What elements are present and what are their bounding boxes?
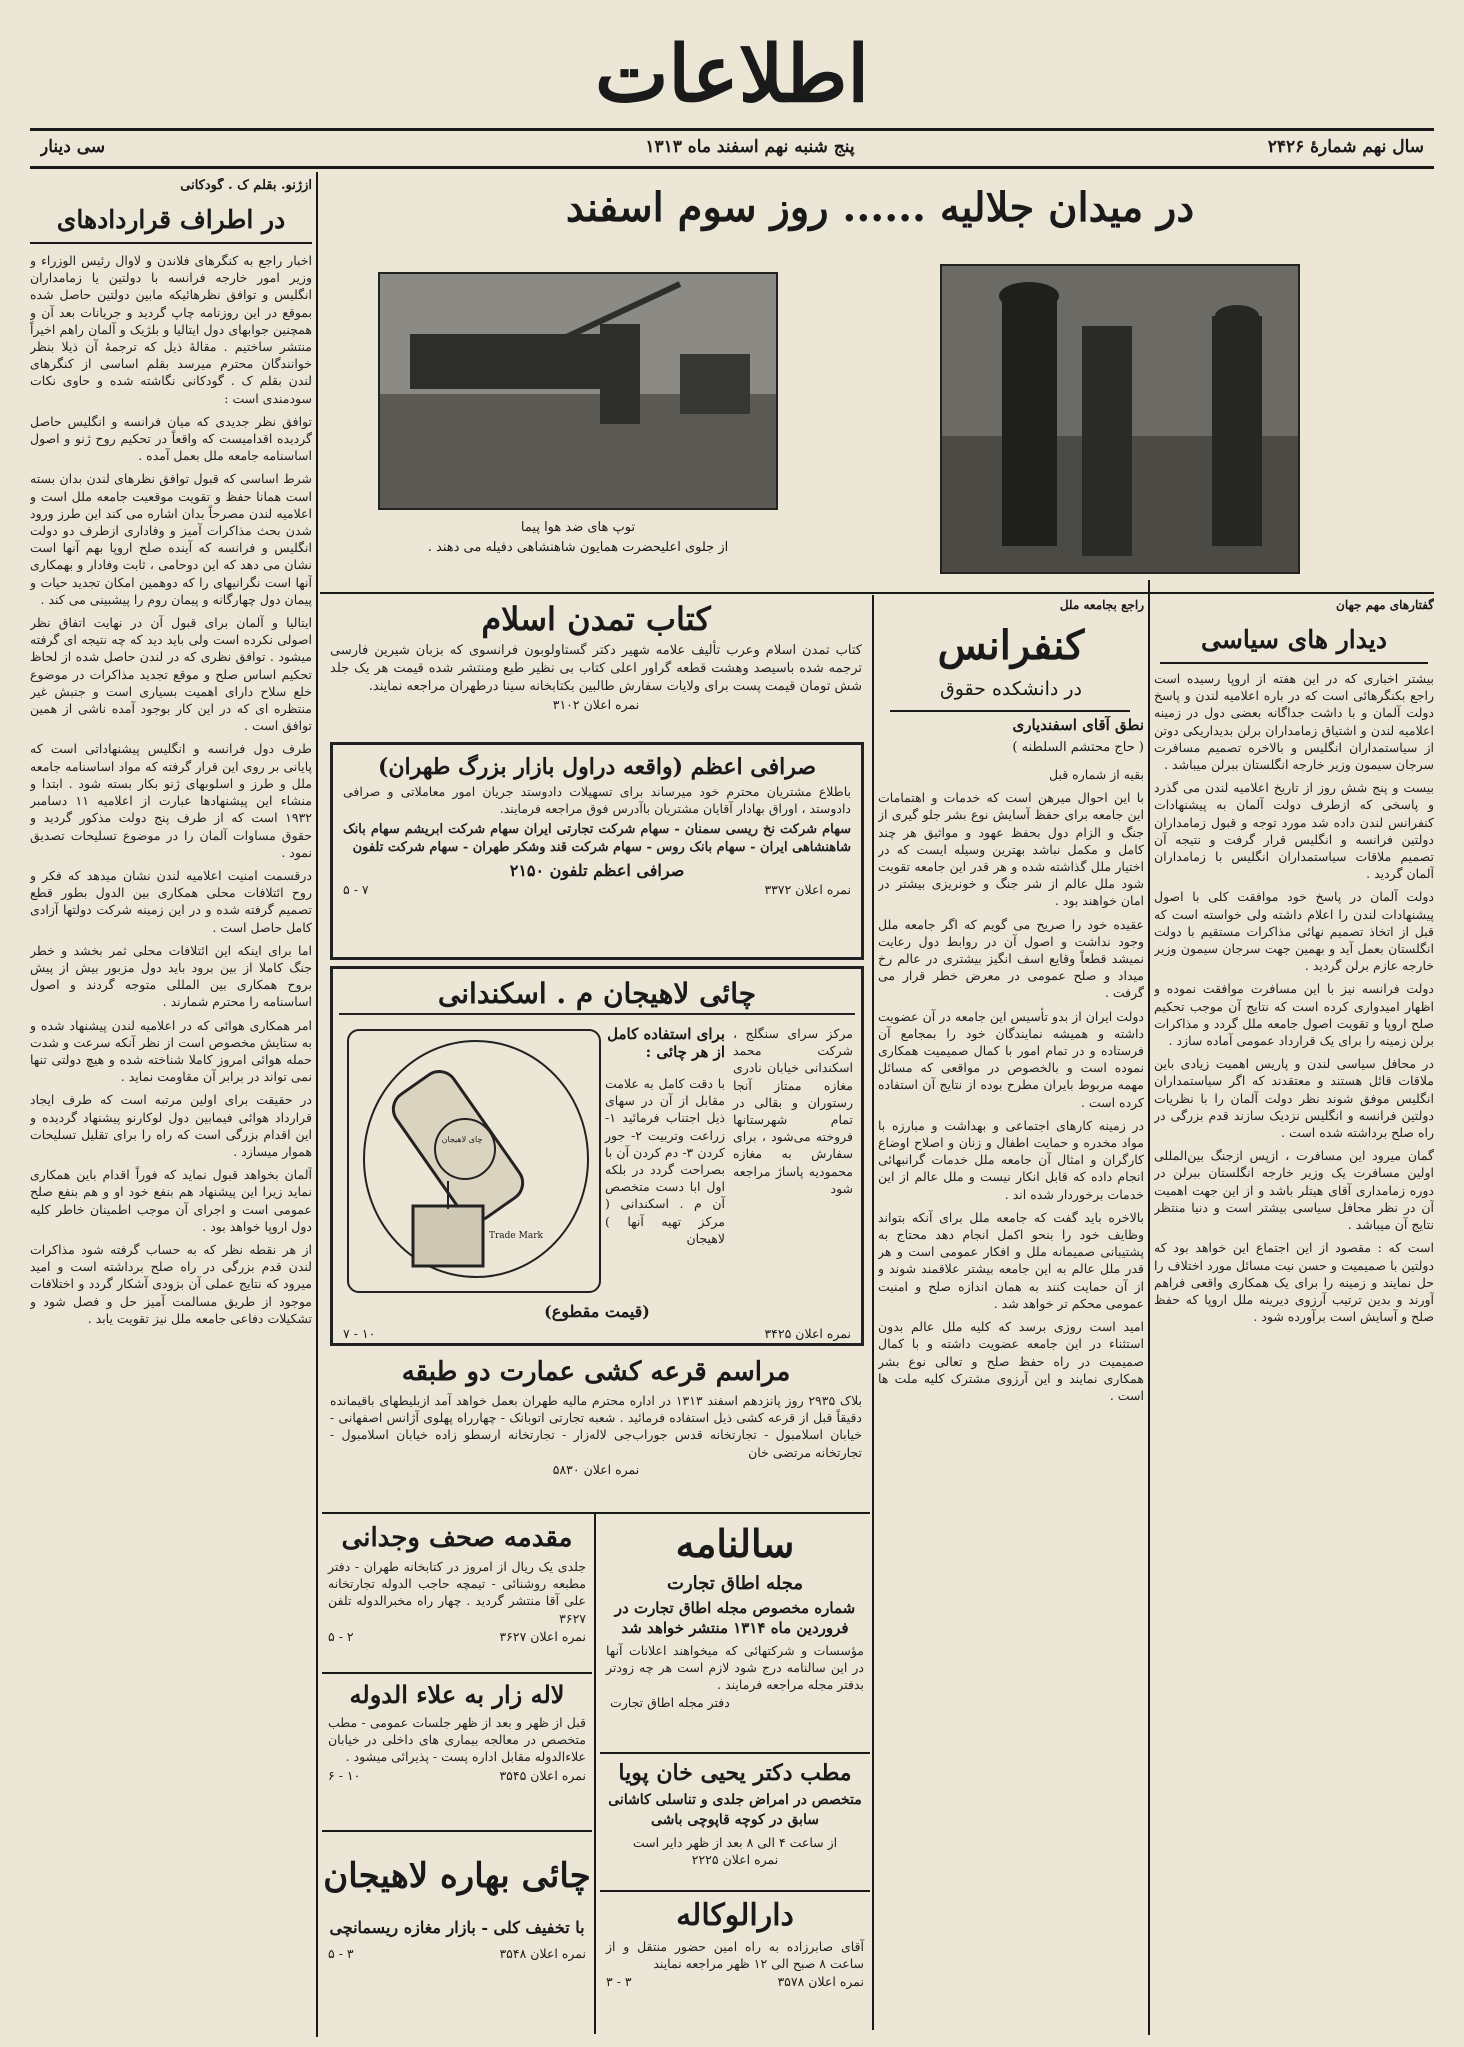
political-paragraph: در محافل سیاسی لندن و پاریس اهمیت زیادی باین ملاقات قائل هستند و معتقدند که اگر سیاستمداران انگلیس موفق شوند نظر دولت آلمان را با نظریات دولتین فرانسه و انگلیس نزدیک سازند قدم بزرگی در راه صلح برداشته شده است . [1154,1056,1434,1141]
tea-bottle-icon [353,1031,599,1287]
dar-al-vekaleh-title: دارالوکاله [676,1898,794,1933]
left-article-title: در اطراف قراردادهای [56,205,286,234]
masthead-rule-top [30,128,1434,131]
lalehzar-text: قبل از ظهر و بعد از ظهر جلسات عمومی - مطب متخصص در معالجه بیماری های داخلی در خیابان علاءالدوله مقابل اداره پست - پذیرائی میشود . [328,1715,586,1765]
newspaper-title: اطلاعات [594,29,870,120]
masthead-rule-bottom [30,166,1434,169]
lalehzar-title: لاله زار به علاء الدوله [349,1680,565,1709]
exchange-ad-text: باطلاع مشتریان محترم خود میرساند برای تسهیلات دادوستد جریان امور معاملاتی و صرافی دادوستد ، اوراق بهادار آقایان مشتریان باآدرس فوق مراجعه فرمایند. [343,784,851,816]
conference-paragraph: بقیه از شماره قبل [1048,767,1144,782]
political-paragraph: دولت آلمان در پاسخ خود موافقت کلی با اصول پیشنهادات لندن را اعلام داشته ولی خواسته است که قبل از اتخاذ تصمیم نهائی مذاکرات مستقیم با دولت انگلستان بعمل آید و بهمین جهت سرجان سیمون وزیر خارجه عازم برلن گردید . [1154,889,1434,974]
left-paragraph: طرف دول فرانسه و انگلیس پیشنهاداتی است که پایانی بر روی این قرار گرفته که مواد اساسنامه جامعه ملل و طرز و اسلوبهای ژنو بکار بسته شود . ابتدا و منشاء این پیشنهادها عبارت از اعلامیه ۱۱ دسامبر ۱۹۳۲ است که از طرف پنج دولت مذکور گردید و حقوق مساوات آلمان را در موضوع تسلیحات تصدیق نمود . [30,741,312,860]
photo-right [940,264,1300,574]
photo-caption-2: از جلوی اعلیحضرت همایون شاهنشاهی دفیله می دهند . [427,540,729,555]
exchange-ad-series: ۷ - ۵ [343,882,369,897]
left-paragraph: امر همکاری هوائی که در اعلامیه لندن پیشنهاد شده و به ستایش مخصوص است از نظر آنکه سرعت و شدت حمله هوائی امروز کاملا شناخته شده و هیچ دولتی تنها نمی تواند در برابر آن مقاومت نماید . [30,1017,312,1085]
conference-honorific: ( حاج محتشم السلطنه ) [1012,740,1144,755]
muqaddameh-number: نمره اعلان ۳۶۲۷ [499,1628,586,1644]
doctor-rule [600,1890,870,1892]
tea-ad-heading: برای استفاده کامل از هر چائی : [607,1025,725,1061]
lower-ads-rule [594,1514,596,2034]
tea-ad-number: نمره اعلان ۳۴۲۵ [764,1326,851,1341]
tea-ad-price: (قیمت مقطوع) [544,1302,650,1321]
doctor-sub: متخصص در امراض جلدی و تناسلی کاشانی سابق در کوچه قاپوچی باشی [608,1792,862,1828]
conference-subtitle: در دانشکده حقوق [939,678,1083,700]
issue-date: پنج شنبه نهم اسفند ماه ۱۳۱۳ [645,137,855,157]
exchange-ad-shares: سهام شرکت نخ ریسی سمنان - سهام شرکت تجارتی ایران سهام شرکت ابریشم سهام بانک شاهنشاهی ایران - سهام بانک روس - سهام شرکت قند وشکر طهران - سهام شرکت تلفون [343,822,851,855]
conference-paragraph: عقیده خود را صریح می گویم که اگر جامعه ملل وجود نداشت و اصول آن در روابط دول رعایت نمیشد قطعاً وقایع اسف انگیز بیشتری در عالم رخ میداد و صلح عمومی در معرض خطر قرار می گرفت . [878,916,1144,1001]
tea-bahareh-number: نمره اعلان ۳۵۴۸ [499,1946,586,1961]
muqaddameh-rule [322,1672,592,1674]
left-paragraph: اما برای اینکه این ائتلافات محلی ثمر بخشد و خطر جنگ کاملا از بین برود باید دول مزبور بیش از پیش بروح همکاری بین المللی متوجه گردند و اصول اساسنامه را محترم شمارند . [30,942,312,1010]
lalehzar-rule [322,1830,592,1832]
salnameh-ad [600,1518,870,1748]
photo-left-image [380,274,776,508]
conference-speaker: نطق آقای اسفندیاری [1012,716,1144,734]
political-title: دیدار های سیاسی [1201,625,1387,654]
left-article-body [30,252,312,2032]
political-body [1154,670,1434,2030]
dar-al-vekaleh-series: ۳ - ۳ [606,1974,632,1990]
lalehzar-series: ۱۰ - ۶ [328,1767,361,1783]
dar-al-vekaleh-ad [600,1894,870,2034]
issue-number: سال نهم شمارهٔ ۲۴۲۶ [1267,137,1424,157]
lottery-title: مراسم قرعه کشی عمارت دو طبقه [401,1357,791,1387]
conference-paragraph: در زمینه کارهای اجتماعی و بهداشت و مبارزه با مواد مخدره و حمایت اطفال و زنان و اصلاح اوضاع کارگران و امثال آن جامعه ملل خدمات گرانبهائی انجام داده که قابل انکار نیست و ملل عالم از این خدمات برخوردار شده اند . [878,1117,1144,1202]
doctor-title: مطب دکتر یحیی خان پویا [618,1760,852,1786]
political-paragraph: بیست و پنج شش روز از تاریخ اعلامیه لندن می گذرد و پاسخی که ازطرف دولت آلمان به پیشنهادات کنفرانس لندن داده شد مورد توجه و قبول زمامداران دولتین فرانسه و انگلیس قرار گرفت و نتیجه آن تصمیم ملاقات سیاستمداران انگلیس با زمامداران آلمان گردید . [1154,780,1434,882]
exchange-ad-number: نمره اعلان ۳۳۷۲ [764,882,851,897]
political-label: گفتارهای مهم جهان [1336,598,1434,612]
conference-paragraph: دولت ایران از بدو تأسیس این جامعه در آن عضویت داشته و همیشه نمایندگان خود را بمجامع آن فرستاده و در تمام امور با کمال صمیمیت همکاری نموده است و بالخصوص در مواقعی که مسائل مهمه مربوط بایران مطرح بوده از نتایج آن استفاده کرده است . [878,1008,1144,1110]
left-paragraph: در حقیقت برای اولین مرتبه است که طرف ایجاد قرارداد هوائی فیمابین دول لوکارنو پیشنهاد گردیده و این اقدام بزرگی است که راه را برای تقلیل تسلیحات هموار میسازد . [30,1092,312,1159]
salnameh-subtitle: مجله اطاق تجارت [667,1573,803,1594]
column-rule-right [1148,580,1150,2035]
left-paragraph: آلمان بخواهد قبول نماید که فوراً اقدام باین همکاری نماید زیرا این پیشنهاد هم بنفع خود او و هم بنفع صلح عمومی است و اجرای آن موجب اطمینان خاطر کلیه دول اروپا خواهد بود . [30,1167,312,1234]
book-ad-title: کتاب تمدن اسلام [481,600,711,638]
issue-price: سی دینار [40,137,106,157]
exchange-ad-footer: صرافی اعظم تلفون ۲۱۵۰ [509,861,685,880]
book-ad-text: کتاب تمدن اسلام وعرب تألیف علامه شهیر دکتر گستاولوبون فرانسوی که بزبان شیرین فارسی ترجمه شده باسیصد وهشت قطعه گراور اعلی کتاب بی نظیر طبع ومنتشر شده قیمت هر یک جلد شش تومان قیمت پست برای ولایات سفارش طالبین بکتابخانه سینا درطهران مراجعه نمایند. [330,643,862,694]
tea-bahareh-sub: با تخفیف کلی - بازار مغازه ریسمانچی [329,1918,585,1937]
doctor-number: نمره اعلان ۲۲۲۵ [691,1852,779,1867]
political-paragraph: گمان میرود این مسافرت ، ازپس ازجنگ بین‌المللی اولین مسافرت یک وزیر خارجه انگلستان ببرلن در دوره زمامداری آقای هیتلر باشد و از این جهت اهمیت آن در نظر محافل سیاسی بیشتر است و دنیا منتظر نتایج آن میباشد . [1154,1148,1434,1233]
muqaddameh-title: مقدمه صحف وجدانی [341,1523,573,1553]
left-paragraph: اخبار راجع به کنگرهای فلاندن و لاوال رئیس الوزراء و وزیر امور خارجه فرانسه با دولتین یا زمامداران انگلیس و توافق نظرهائیکه مابین دولتین حاصل شده بموقع در این روزنامه چاپ گردید و جریانات بعد آن و همچنین جوابهای دول ایتالیا و بلژیک و آلمان راهم اخیراً منتشر ساختیم . مقالهٔ ذیل که ترجمهٔ آن ذیلا بنظر خوانندگان محترم میرسد بقلم اساسی از کنگرهای لندن بقلم ک . گودکانی نگاشته شده و حاوی نکات سودمندی است : [30,253,312,406]
photo-right-image [942,266,1298,572]
conference-paragraph: امید است روزی برسد که کلیه ملل عالم بدون استثناء در این جامعه عضویت داشته و با کمال صمیمیت در راه حفظ صلح و تعالی نوع بشر همکاری نمایند و این آرزوی مشترک کلیه ملت ها است . [878,1319,1144,1403]
doctor-ad [600,1756,870,1886]
column-rule-left [316,172,318,2037]
tea-ad [330,966,864,1346]
left-byline: ازژنو. بقلم ک . گودکانی [180,178,312,193]
conference-rule [890,710,1130,712]
salnameh-title: سالنامه [675,1521,795,1566]
photo-caption-1: توپ های ضد هوا پیما [520,520,636,535]
left-title-rule [30,242,312,244]
dar-al-vekaleh-number: نمره اعلان ۳۵۷۸ [777,1974,864,1990]
tea-bahareh-ad [322,1836,592,2032]
lottery-text: بلاک ۲۹۳۵ روز پانزدهم اسفند ۱۳۱۳ در اداره محترم مالیه طهران بعمل خواهد آمد ازبلیطهای باقیمانده دقیقاً قبل از قرعه کشی ذیل استفاده فرمائید . شعبه تجارتی اتوبانک - چهارراه پهلوی آژانس اصفهانی - خیابان اسلامبول - تجارتخانه قدس جوراب‌جی لاله‌زار - تجارتخانه ارسطو زاده خیابان اسلامبول - تجارتخانه مرتضی خان [330,1393,863,1460]
salnameh-text1: شماره مخصوص مجله اطاق تجارت در فروردین ماه ۱۳۱۴ منتشر خواهد شد [614,1599,856,1637]
conference-title: کنفرانس [937,622,1085,669]
tea-ad-right-text: مرکز سرای سنگلج ، شرکت محمد اسکندانی خیابان نادری مغازه ممتاز آنجا رستوران و بقالی در تمام شهرستانها فروخته می‌شود ، برای سفارش به مغازه محمودیه پاساژ مراجعه شود [733,1026,853,1196]
political-title-rule [1160,662,1428,664]
conference-label: راجع بجامعه ملل [1059,598,1144,612]
left-paragraph: توافق نظر جدیدی که میان فرانسه و انگلیس حاصل گردیده اقدامیست که واقعاً در تحکیم روح ژنو و اصول اساسنامه جامعه ملل بعمل آمده . [30,413,312,464]
lalehzar-ad [322,1676,592,1826]
tea-ad-title: چائی لاهیجان م . اسکندانی [339,975,855,1015]
masthead [0,20,1464,130]
exchange-ad [330,742,864,960]
tea-bahareh-title: چائی بهاره لاهیجان [323,1856,591,1896]
column-rule-mid [872,595,874,2030]
conference-body [878,766,1144,2030]
muqaddameh-text: جلدی یک ریال از امروز در کتابخانه طهران - دفتر مطبعه روشنائی - تیمچه حاجب الدوله تجارتخانه علی آقا منتشر گردید . چهار راه مخبرالدوله تلفن ۳۶۲۷ [328,1559,586,1626]
tea-ad-series: ۱۰ - ۷ [343,1326,376,1341]
tea-bahareh-series: ۳ - ۵ [328,1946,354,1961]
salnameh-rule [600,1752,870,1754]
tea-stamp-sub: Trade Mark [489,1231,543,1241]
dar-al-vekaleh-text: آقای صابرزاده به راه امین حضور منتقل و از ساعت ۸ صبح الی ۱۲ ظهر مراجعه نمایند [606,1939,864,1972]
tea-stamp: چای لاهیجان [441,1135,483,1144]
book-ad [322,596,870,738]
lalehzar-number: نمره اعلان ۳۵۴۵ [499,1767,586,1783]
political-paragraph: دولت فرانسه نیز با این مسافرت موافقت نموده و اظهار امیدواری کرده است که نتایج آن موجب تحکیم صلح اروپا و تقویت اصول جامعه ملل گردد و مذاکرات برلن زمینه را برای یک قرارداد عمومی آماده سازد . [1154,981,1434,1049]
conference-paragraph: با این احوال میرهن است که خدمات و اهتمامات این جامعه برای حفظ آسایش نوع بشر جلو گیری از جنگ و الزام دول بحفظ عهود و مواثیق هر چند کامل و مکمل نباشد بهترین وسیله ایست که در اختیار ملل گذاشته شده و هر قدر این جامعه تقویت شود ملل عالم از شر جنگ و خونریزی بیشتر در امان خواهند بود . [878,790,1144,909]
left-paragraph: درقسمت امنیت اعلامیه لندن نشان میدهد که فکر و روح ائتلافات محلی همکاری بین الدول بطور قطع تصمیم گرفته شده و در این زمینه شرکت دولتها آزادی کامل حاصل است . [30,867,312,935]
salnameh-text2: مؤسسات و شرکتهائی که میخواهند اعلانات آنها در این سالنامه درج شود لازم است هر چه زودتر بدفتر مجله مراجعه فرمایند . [606,1643,864,1693]
muqaddameh-ad [322,1518,592,1668]
left-paragraph: شرط اساسی که قبول توافق نظرهای لندن بدان بسته است همانا حفظ و تقویت موقعیت جامعه ملل است و اعلامیه لندن مصرحاً بدان اشاره می کند این طرز ورود شدن بحث مذاکرات آمیز و وفاداری ازطرف دو دولت انگلیس و فرانسه که آینده صلح اروپا بهم آنها است نشان می دهد که این دوحامی ، ثابت وفادار و بهمکاری آنها است نگرانیهای را که دوهمین امکان تجدید حیات و پیمان دول چهارگانه و پیمان روم را پیشبینی می کند . [30,471,312,607]
political-paragraph: بیشتر اخباری که در این هفته از اروپا رسیده است راجع بکنگرهائی است که در باره اعلامیه لندن و پاسخ دولت آلمان و با داشت جداگانه بعضی دول در زمینه اعلامیه لندن و اشتیاق زمامداران برلن بدیداریکی دوتن از سیاستمداران انگلیس و بالاخره تصمیم مسافرت سرجان سیمون وزیر خارجه انگلستان ببرلن میباشد . [1154,671,1434,773]
conference-paragraph: بالاخره باید گفت که جامعه ملل برای آنکه بتواند وظایف خود را بنحو اکمل انجام دهد محتاج به پشتیبانی صمیمانه ملل و افکار عمومی است و هر قدر ملل عالم به این جامعه بیشتر علاقمند شوند و از آن حمایت کنند به همان اندازه صلح و امنیت عمومی محکم تر خواهد شد . [878,1209,1144,1311]
salnameh-sign: دفتر مجله اطاق تجارت [610,1694,730,1710]
book-ad-number: نمره اعلان ۳۱۰۲ [552,697,640,712]
lottery-number: نمره اعلان ۵۸۳۰ [552,1461,640,1477]
muqaddameh-series: ۲ - ۵ [328,1628,354,1644]
banner-headline: در میدان جلالیه ...... روز سوم اسفند [565,184,1195,231]
tea-ad-illustration [347,1029,601,1293]
political-paragraph: است که : مقصود از این اجتماع این خواهد بود که دولتین با صمیمیت و حسن نیت مسائل مورد اختلاف را حل نمایند و زمینه را برای یک همکاری واقعی فراهم آورند و بدین ترتیب آرزوی دیرینه ملل اروپا که حفظ صلح و آسایش است برآورده شود . [1154,1240,1434,1325]
photo-section-rule [320,592,1434,594]
photo-left [378,272,778,510]
left-paragraph: ایتالیا و آلمان برای قبول آن در نهایت اتفاق نظر اصولی نکرده است ولی باید دید که چه نتیجه ای گرفته میشود . توافق نظری که در لندن حاصل شده از لحاظ تحکیم اساس صلح و موقع تجدید مذاکرات در موضوع خلع سلاح دارای اهمیت بسیاری است و جنبش غیر منتظره ای که در این کار بوجود آمده ناشی از همین توافق است . [30,615,312,734]
left-paragraph: از هر نقطه نظر که به حساب گرفته شود مذاکرات لندن قدم بزرگی در راه صلح برداشته است و امید میرود که نتایج عملی آن بزودی آشکار گردد و اختلافات موجود از طریق مسالمت آمیز حل و فصل شود و تشکیلات دفاعی جامعه ملل نیز تقویت یابد . [30,1241,312,1326]
doctor-hours: از ساعت ۴ الی ۸ بعد از ظهر دایر است [632,1835,838,1850]
lottery-rule [322,1512,870,1514]
lottery-ad [322,1352,870,1512]
tea-ad-left-text: با دقت کامل به علامت مقابل از آن در سهای ذیل اجتناب فرمائید ۱- زراعت وتربیت ۲- جور کردن ۳- دم کردن آن با بصراحت گردد در بلکه اول ابا دست متخصص آن م . اسکندانی ( مرکز تهیه آنها ) لاهیجان [605,1076,726,1246]
exchange-ad-title: صرافی اعظم (واقعه دراول بازار بزرگ طهران) [377,754,817,780]
